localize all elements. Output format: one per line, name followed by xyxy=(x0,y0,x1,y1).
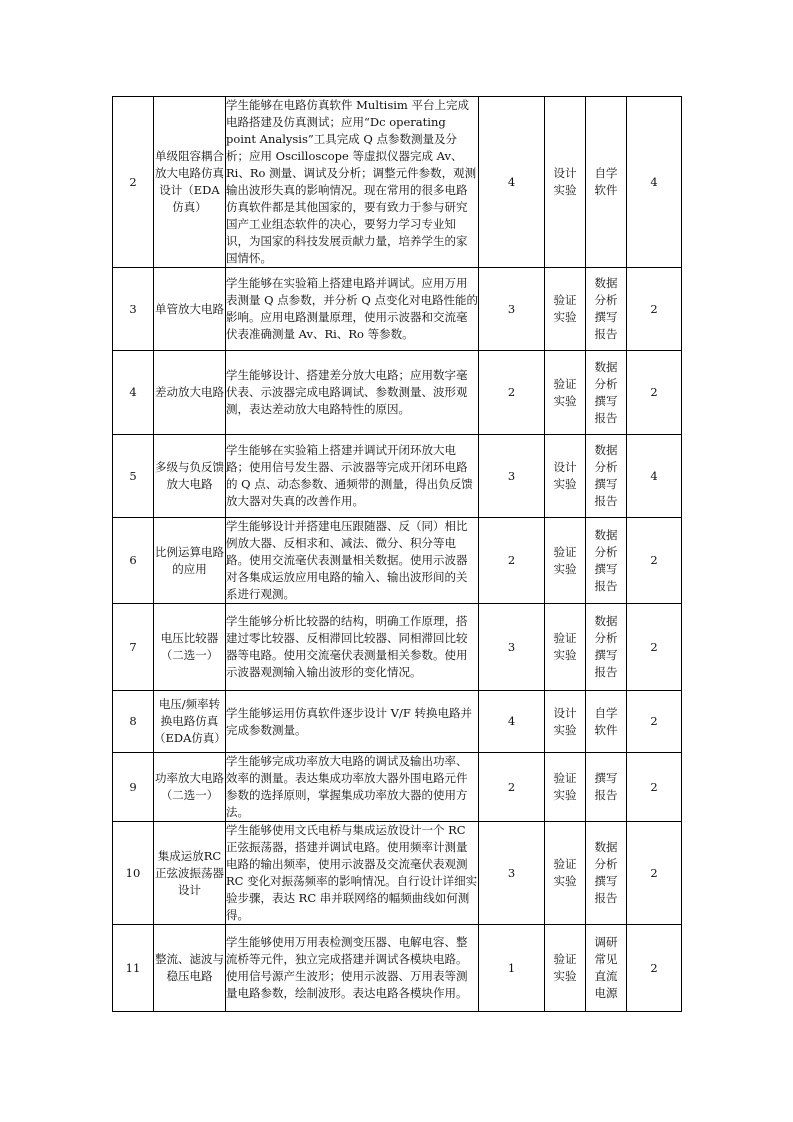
row-number: 4 xyxy=(113,351,154,435)
experiment-type xyxy=(545,268,586,351)
experiment-hours: 3 xyxy=(479,604,545,691)
row-number: 3 xyxy=(113,268,154,351)
table-body xyxy=(113,97,682,1012)
experiment-hours: 2 xyxy=(479,351,545,435)
experiment-hours: 4 xyxy=(479,97,545,268)
table-row xyxy=(113,925,682,1012)
experiment-type-line: 实验 xyxy=(553,393,577,408)
experiment-name: 电压比较器（二选一） xyxy=(154,604,226,691)
requirement-line: 直流 xyxy=(594,969,618,983)
requirement-line: 软件 xyxy=(594,183,618,197)
experiment-type-line: 实验 xyxy=(553,722,577,737)
table-row xyxy=(113,351,682,435)
experiment-description: 学生能够设计、搭建差分放大电路；应用数字毫伏表、示波器完成电路调试、参数测量、波形观测，表达差动放大电路特性的原因。 xyxy=(226,351,479,435)
experiment-type xyxy=(545,691,586,753)
experiment-description: 学生能够在实验箱上搭建电路并调试。应用万用表测量 Q 点参数，并分析 Q 点变化对电路性能的影响。应用电路测量原理，使用示波器和交流毫伏表准确测量 Av、Ri、Ro 等参数。 xyxy=(226,268,479,351)
experiment-type-line: 验证 xyxy=(553,293,577,307)
requirement-line: 自学 xyxy=(594,705,618,720)
experiment-type-line: 验证 xyxy=(553,631,577,645)
requirement-line: 撰写 xyxy=(594,648,618,662)
requirement-line: 报告 xyxy=(594,891,618,905)
experiment-type-line: 实验 xyxy=(553,561,577,576)
experiment-description: 学生能够在电路仿真软件 Multisim 平台上完成电路搭建及仿真测试；应用“Dc operating point Analysis”工具完成 Q 点参数测量及分析；应用 Oscilloscope 等虚拟仪器完成 Av、Ri、Ro 测量、调试及分析；调整元件参数，观测输出波形失真的影响情况。现在常用的很多电路仿真软件都是其他国家的，要有致力于参与研究国产工业组态软件的决心，要努力学习专业知识，为国家的科技发展贡献力量，培养学生的家国情怀。 xyxy=(226,97,479,268)
experiment-type xyxy=(545,435,586,518)
requirement-line: 分析 xyxy=(594,544,618,559)
requirement-line: 分析 xyxy=(594,376,618,391)
experiment-credit: 2 xyxy=(627,822,682,925)
row-number: 2 xyxy=(113,97,154,268)
requirement-line: 撰写 xyxy=(594,874,618,888)
experiment-type-line: 验证 xyxy=(553,544,577,559)
experiment-requirement xyxy=(586,925,627,1012)
experiment-name: 功率放大电路（二选一） xyxy=(154,753,226,822)
requirement-line: 报告 xyxy=(594,665,618,679)
experiment-name: 差动放大电路 xyxy=(154,351,226,435)
experiment-type-line: 实验 xyxy=(553,648,577,662)
experiment-requirement xyxy=(586,97,627,268)
experiment-type-line: 实验 xyxy=(553,183,577,197)
experiment-description: 学生能够设计并搭建电压跟随器、反（同）相比例放大器、反相求和、减法、微分、积分等电路。使用交流毫伏表测量相关数据。使用示波器对各集成运放应用电路的输入、输出波形间的关系进行观测。 xyxy=(226,518,479,604)
requirement-line: 撰写 xyxy=(594,771,618,785)
table-row xyxy=(113,753,682,822)
experiment-name: 多级与负反馈放大电路 xyxy=(154,435,226,518)
row-number: 9 xyxy=(113,753,154,822)
experiment-description: 学生能够使用文氏电桥与集成运放设计一个 RC 正弦振荡器，搭建并调试电路。使用频率计测量电路的输出频率，使用示波器及交流毫伏表观测 RC 变化对振荡频率的影响情况。自行设计详细实验步骤，表达 RC 串并联网络的幅频曲线如何测得。 xyxy=(226,822,479,925)
experiment-hours: 3 xyxy=(479,822,545,925)
table-row xyxy=(113,97,682,268)
experiment-type xyxy=(545,518,586,604)
experiment-type-line: 实验 xyxy=(553,477,577,491)
experiment-requirement xyxy=(586,691,627,753)
requirement-line: 分析 xyxy=(594,631,618,645)
experiment-name: 单级阻容耦合放大电路仿真设计（EDA仿真） xyxy=(154,97,226,268)
experiment-type-line: 验证 xyxy=(553,857,577,871)
experiment-name: 集成运放RC正弦波振荡器设计 xyxy=(154,822,226,925)
requirement-line: 撰写 xyxy=(594,561,618,576)
experiment-description: 学生能够分析比较器的结构，明确工作原理，搭建过零比较器、反相滞回比较器、同相滞回比较器等电路。使用交流毫伏表测量相关参数。使用示波器观测输入输出波形的变化情况。 xyxy=(226,604,479,691)
experiment-hours: 3 xyxy=(479,268,545,351)
requirement-line: 撰写 xyxy=(594,310,618,324)
requirement-line: 报告 xyxy=(594,494,618,508)
experiment-hours: 3 xyxy=(479,435,545,518)
table-row xyxy=(113,822,682,925)
table-row xyxy=(113,435,682,518)
experiment-requirement xyxy=(586,822,627,925)
experiment-credit: 4 xyxy=(627,97,682,268)
experiment-type-line: 验证 xyxy=(553,376,577,391)
experiment-credit: 2 xyxy=(627,925,682,1012)
requirement-line: 撰写 xyxy=(594,393,618,408)
row-number: 7 xyxy=(113,604,154,691)
experiment-name: 单管放大电路 xyxy=(154,268,226,351)
experiment-type xyxy=(545,753,586,822)
experiment-credit: 2 xyxy=(627,518,682,604)
requirement-line: 软件 xyxy=(594,722,618,737)
experiment-table xyxy=(112,96,682,1012)
experiment-description: 学生能够完成功率放大电路的调试及输出功率、效率的测量。表达集成功率放大器外围电路元件参数的选择原则，掌握集成功率放大器的使用方法。 xyxy=(226,753,479,822)
table-row xyxy=(113,691,682,753)
experiment-description: 学生能够在实验箱上搭建并调试开闭环放大电路；使用信号发生器、示波器等完成开闭环电路的 Q 点、动态参数、通频带的测量，得出负反馈放大器对失真的改善作用。 xyxy=(226,435,479,518)
requirement-line: 数据 xyxy=(594,443,618,457)
experiment-credit: 2 xyxy=(627,268,682,351)
experiment-type-line: 设计 xyxy=(553,460,577,474)
experiment-type-line: 实验 xyxy=(553,788,577,802)
row-number: 8 xyxy=(113,691,154,753)
experiment-description: 学生能够使用万用表检测变压器、电解电容、整流桥等元件，独立完成搭建并调试各模块电路。使用信号源产生波形；使用示波器、万用表等测量电路参数，绘制波形。表达电路各模块作用。 xyxy=(226,925,479,1012)
experiment-name: 电压/频率转换电路仿真（EDA仿真） xyxy=(154,691,226,753)
experiment-credit: 2 xyxy=(627,351,682,435)
experiment-name: 比例运算电路的应用 xyxy=(154,518,226,604)
row-number: 5 xyxy=(113,435,154,518)
experiment-type xyxy=(545,925,586,1012)
experiment-type xyxy=(545,97,586,268)
experiment-type-line: 实验 xyxy=(553,969,577,983)
experiment-credit: 2 xyxy=(627,753,682,822)
experiment-requirement xyxy=(586,518,627,604)
requirement-line: 常见 xyxy=(594,952,618,966)
requirement-line: 分析 xyxy=(594,293,618,307)
requirement-line: 分析 xyxy=(594,460,618,474)
experiment-requirement xyxy=(586,604,627,691)
experiment-hours: 2 xyxy=(479,518,545,604)
requirement-line: 电源 xyxy=(594,986,618,1000)
requirement-line: 数据 xyxy=(594,527,618,542)
requirement-line: 数据 xyxy=(594,840,618,854)
experiment-type-line: 验证 xyxy=(553,952,577,966)
experiment-credit: 2 xyxy=(627,604,682,691)
table-row xyxy=(113,268,682,351)
requirement-line: 数据 xyxy=(594,276,618,290)
requirement-line: 报告 xyxy=(594,327,618,341)
requirement-line: 数据 xyxy=(594,614,618,628)
row-number: 6 xyxy=(113,518,154,604)
experiment-type-line: 设计 xyxy=(553,705,577,720)
requirement-line: 自学 xyxy=(594,166,618,180)
experiment-type-line: 实验 xyxy=(553,310,577,324)
experiment-requirement xyxy=(586,435,627,518)
experiment-hours: 2 xyxy=(479,753,545,822)
experiment-type-line: 设计 xyxy=(553,166,577,180)
requirement-line: 报告 xyxy=(594,410,618,425)
experiment-type-line: 验证 xyxy=(553,771,577,785)
experiment-hours: 1 xyxy=(479,925,545,1012)
row-number: 11 xyxy=(113,925,154,1012)
requirement-line: 撰写 xyxy=(594,477,618,491)
table-row xyxy=(113,604,682,691)
experiment-type xyxy=(545,604,586,691)
experiment-type xyxy=(545,822,586,925)
experiment-name: 整流、滤波与稳压电路 xyxy=(154,925,226,1012)
experiment-credit: 4 xyxy=(627,435,682,518)
experiment-type xyxy=(545,351,586,435)
requirement-line: 数据 xyxy=(594,359,618,374)
experiment-type-line: 实验 xyxy=(553,874,577,888)
requirement-line: 报告 xyxy=(594,788,618,802)
row-number: 10 xyxy=(113,822,154,925)
experiment-credit: 2 xyxy=(627,691,682,753)
experiment-description: 学生能够运用仿真软件逐步设计 V/F 转换电路并完成参数测量。 xyxy=(226,691,479,753)
requirement-line: 报告 xyxy=(594,578,618,593)
experiment-requirement xyxy=(586,351,627,435)
experiment-requirement xyxy=(586,753,627,822)
requirement-line: 分析 xyxy=(594,857,618,871)
experiment-hours: 4 xyxy=(479,691,545,753)
experiment-requirement xyxy=(586,268,627,351)
table-row xyxy=(113,518,682,604)
requirement-line: 调研 xyxy=(594,935,618,949)
